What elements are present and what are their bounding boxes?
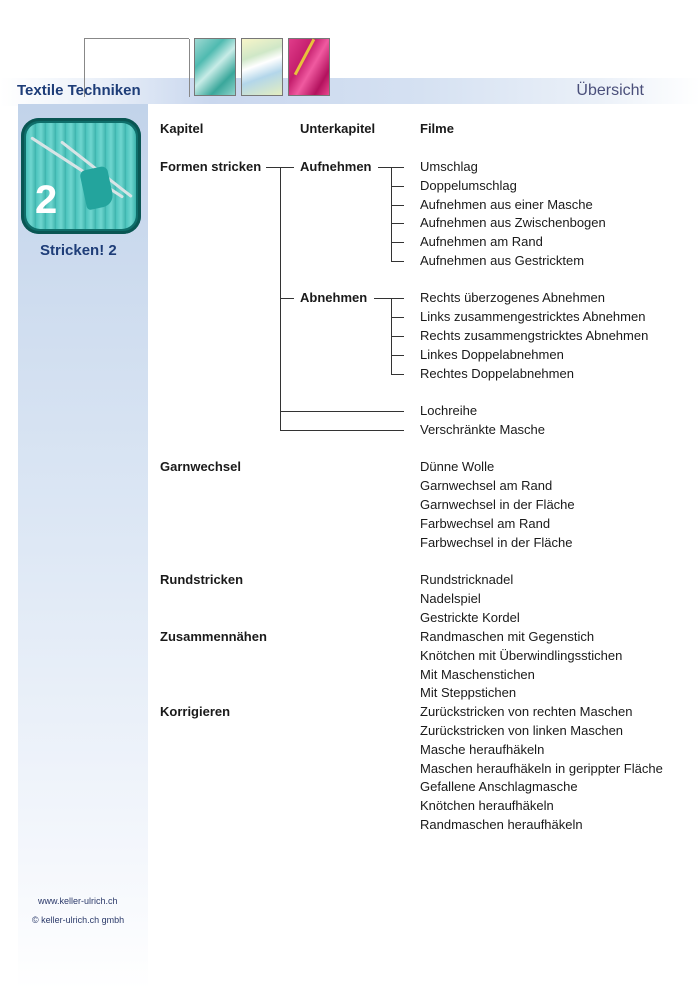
film-link[interactable]: Nadelspiel — [420, 591, 481, 606]
sidebar-gradient — [18, 104, 148, 990]
film-link[interactable]: Farbwechsel in der Fläche — [420, 535, 573, 550]
thumbnail-knitting-image — [194, 38, 236, 96]
footer-copyright: © keller-ulrich.ch gmbh — [32, 915, 125, 925]
film-link[interactable]: Gefallene Anschlagmasche — [420, 779, 578, 794]
film-link[interactable]: Aufnehmen aus Zwischenbogen — [420, 215, 606, 230]
film-link[interactable]: Mit Steppstichen — [420, 685, 517, 700]
chapter-number: 2 — [35, 178, 58, 222]
film-link[interactable]: Doppelumschlag — [420, 178, 517, 193]
tree-connector — [391, 242, 404, 243]
film-link[interactable]: Links zusammengestricktes Abnehmen — [420, 309, 646, 324]
film-link[interactable]: Randmaschen heraufhäkeln — [420, 817, 583, 832]
film-link[interactable]: Zurückstricken von rechten Maschen — [420, 704, 633, 719]
film-link[interactable]: Rechts zusammengstricktes Abnehmen — [420, 328, 649, 343]
chapter-garnwechsel: Garnwechsel — [160, 459, 241, 474]
film-link[interactable]: Rechtes Doppelabnehmen — [420, 366, 574, 381]
chapter-zusammennaehen: Zusammennähen — [160, 629, 267, 644]
film-link[interactable]: Masche heraufhäkeln — [420, 742, 545, 757]
tree-connector — [391, 205, 404, 206]
film-link[interactable]: Aufnehmen aus Gestricktem — [420, 253, 585, 268]
chapter-icon[interactable] — [21, 118, 141, 234]
tree-connector — [280, 298, 294, 299]
tree-connector — [391, 355, 404, 356]
tree-connector — [280, 430, 404, 431]
film-link[interactable]: Lochreihe — [420, 403, 478, 418]
film-link[interactable]: Rechts überzogenes Abnehmen — [420, 290, 606, 305]
chapter-title: Stricken! 2 — [40, 242, 117, 259]
tree-connector — [280, 411, 404, 412]
film-link[interactable]: Garnwechsel in der Fläche — [420, 497, 575, 512]
tree-connector — [374, 298, 404, 299]
column-header-kapitel: Kapitel — [160, 121, 204, 136]
film-link[interactable]: Umschlag — [420, 159, 478, 174]
tree-connector — [391, 223, 404, 224]
film-link[interactable]: Dünne Wolle — [420, 459, 495, 474]
film-link[interactable]: Knötchen heraufhäkeln — [420, 798, 554, 813]
film-link[interactable]: Zurückstricken von linken Maschen — [420, 723, 624, 738]
film-link[interactable]: Mit Maschenstichen — [420, 667, 535, 682]
film-link[interactable]: Garnwechsel am Rand — [420, 478, 553, 493]
film-link[interactable]: Gestrickte Kordel — [420, 610, 520, 625]
film-link[interactable]: Linkes Doppelabnehmen — [420, 347, 564, 362]
chapter-formen-stricken: Formen stricken — [160, 159, 262, 174]
film-link[interactable]: Maschen heraufhäkeln in gerippter Fläche — [420, 761, 663, 776]
film-link[interactable]: Knötchen mit Überwindlingsstichen — [420, 648, 623, 663]
tree-connector — [391, 317, 404, 318]
film-link[interactable]: Aufnehmen aus einer Masche — [420, 197, 593, 212]
film-link[interactable]: Randmaschen mit Gegenstich — [420, 629, 595, 644]
subchapter-abnehmen: Abnehmen — [300, 290, 368, 305]
thumbnail-yarn-image — [241, 38, 283, 96]
column-header-unterkapitel: Unterkapitel — [300, 121, 376, 136]
subchapter-aufnehmen: Aufnehmen — [300, 159, 372, 174]
tree-connector — [391, 374, 404, 375]
film-link[interactable]: Aufnehmen am Rand — [420, 234, 543, 249]
tree-connector — [391, 167, 392, 261]
film-link[interactable]: Farbwechsel am Rand — [420, 516, 551, 531]
column-header-filme: Filme — [420, 121, 454, 136]
chapter-rundstricken: Rundstricken — [160, 572, 244, 587]
brand-title: Textile Techniken — [17, 82, 141, 99]
tree-connector — [391, 261, 404, 262]
tree-connector — [391, 186, 404, 187]
tree-connector — [391, 336, 404, 337]
section-title: Übersicht — [576, 82, 644, 99]
film-link[interactable]: Rundstricknadel — [420, 572, 514, 587]
thumbnail-wool-image — [288, 38, 330, 96]
film-link[interactable]: Verschränkte Masche — [420, 422, 546, 437]
footer-website-link[interactable]: www.keller-ulrich.ch — [38, 896, 118, 906]
chapter-korrigieren: Korrigieren — [160, 704, 231, 719]
